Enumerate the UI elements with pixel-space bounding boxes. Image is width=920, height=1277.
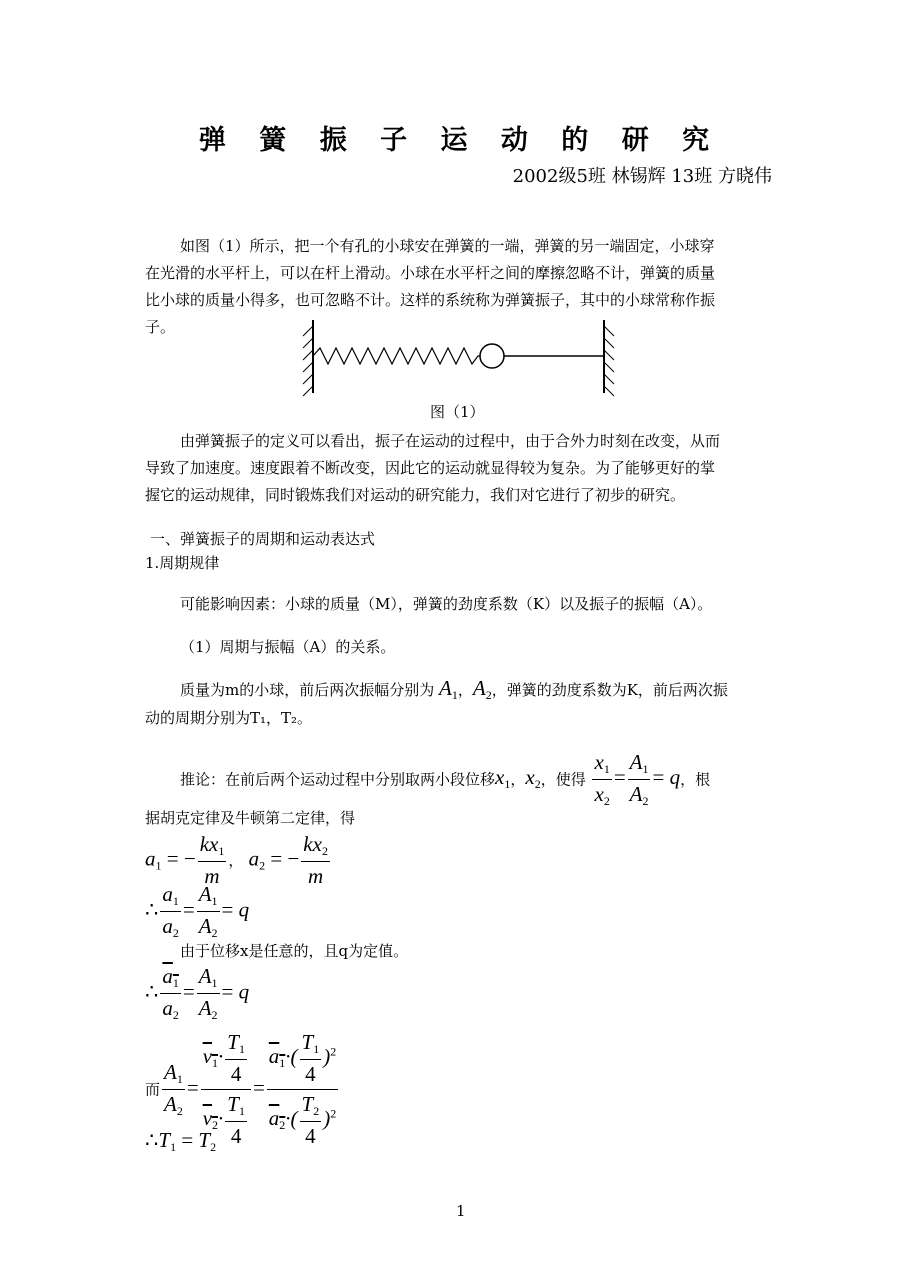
page-title: 弹 簧 振 子 运 动 的 研 究: [198, 125, 722, 156]
page-number: 1: [456, 1202, 466, 1220]
ball: [480, 344, 504, 368]
paragraph-line: 动的周期分别为T₁，T₂。: [145, 709, 313, 727]
formula-conclusion: $\therefore T_1 = T_2$: [145, 1128, 217, 1154]
paragraph-line: 子。: [145, 318, 176, 336]
figure-caption: 图（1）: [430, 403, 485, 421]
formula-mean-ratio: ∴ $\frac{a_1}{a_2}$ = $\frac{A_1}{A_2}$ = q: [145, 964, 250, 1022]
math-A1: $A_1$: [439, 676, 458, 702]
spring: [313, 348, 480, 364]
math-A2: $A_2$: [472, 676, 492, 702]
deduction-line: 推论：在前后两个运动过程中分别取两小段位移$x_1$，$x_2$，使得 $\frac{x_1}{x_2}$ = $\frac{A_1}{A_2}$ = q，根: [180, 750, 711, 808]
paragraph-line: 在光滑的水平杆上，可以在杆上滑动。小球在水平杆之间的摩擦忽略不计，弹簧的质量: [145, 264, 716, 282]
formula-accelerations: $a_1$ = − $\frac{kx_1}{m}$ ， $a_2$ = − $\frac{kx_2}{m}$: [145, 832, 328, 888]
paragraph-line: 如图（1）所示，把一个有孔的小球安在弹簧的一端，弹簧的另一端固定，小球穿: [180, 237, 715, 255]
paragraph-line: 由于位移x是任意的，且q为定值。: [180, 942, 409, 960]
paragraph-line: 比小球的质量小得多，也可忽略不计。这样的系统称为弹簧振子，其中的小球常称作振: [145, 291, 716, 309]
section-heading: 一、弹簧振子的周期和运动表达式: [150, 530, 376, 548]
author-line: 2002级5班 林锡辉 13班 方晓伟: [512, 166, 772, 187]
spring-oscillator-figure: [298, 318, 620, 400]
paragraph-line: 导致了加速度。速度跟着不断改变，因此它的运动就显得较为复杂。为了能够更好的掌: [145, 459, 716, 477]
paragraph-line: 可能影响因素：小球的质量（M），弹簧的劲度系数（K）以及振子的振幅（A）。: [180, 595, 713, 613]
subsection-heading: 1.周期规律: [145, 554, 220, 572]
paragraph-line: （1）周期与振幅（A）的关系。: [180, 638, 396, 656]
paragraph-line: 质量为m的小球，前后两次振幅分别为 $A_1$，$A_2$，弹簧的劲度系数为K，前后两次振: [180, 676, 728, 702]
paragraph-line: 握它的运动规律，同时锻炼我们对运动的研究能力，我们对它进行了初步的研究。: [145, 486, 686, 504]
paragraph-line: 由弹簧振子的定义可以看出，振子在运动的过程中，由于合外力时刻在改变，从而: [180, 432, 721, 450]
formula-period-derivation: 而 $\frac{A_1}{A_2}$ = $v_1\cdot$ $\frac{T_1}{4}$ $v_2\cdot$ $\frac{T_1}{4}$ = $a_1\cdot$( $\frac{T_1}{4}$ )$^2$ $a_2\cdot$( $\frac{T_2}{4}$ )$^2$: [145, 1030, 337, 1148]
formula-ratio: ∴ $\frac{a_1}{a_2}$ = $\frac{A_1}{A_2}$ = q: [145, 882, 250, 940]
paragraph-line: 据胡克定律及牛顿第二定律，得: [145, 809, 356, 827]
